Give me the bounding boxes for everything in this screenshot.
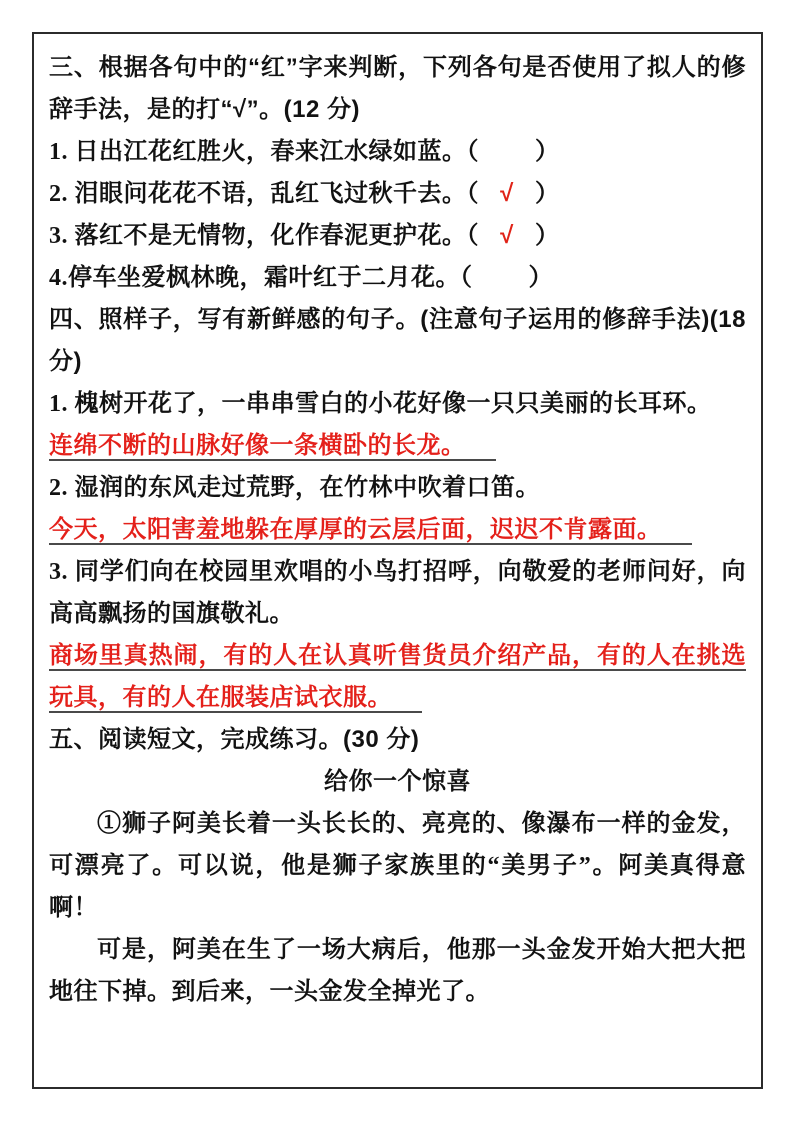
checkmark: √	[500, 180, 514, 207]
section4-answer-3	[49, 635, 746, 719]
section4-prompt-2: 2. 湿润的东风走过荒野，在竹林中吹着口笛。	[49, 475, 540, 501]
section3-heading: 三、根据各句中的“红”字来判断，下列各句是否使用了拟人的修辞手法，是的打“√”。(12 分)	[49, 54, 746, 123]
section4-heading: 四、照样子，写有新鲜感的句子。(注意句子运用的修辞手法)(18 分)	[49, 306, 746, 375]
question-text: 2. 泪眼问花花不语，乱红飞过秋千去。	[49, 181, 467, 207]
handwritten-answer: 今天，太阳害羞地躲在厚厚的云层后面，迟迟不肯露面。	[49, 517, 692, 545]
section3-question-2	[49, 173, 746, 215]
passage-title: 给你一个惊喜	[324, 768, 471, 795]
section4-answer-2	[49, 509, 746, 551]
section3-question-3	[49, 215, 746, 257]
section4-prompt-1: 1. 槐树开花了，一串串雪白的小花好像一只只美丽的长耳环。	[49, 391, 712, 417]
passage-paragraph-2: 可是，阿美在生了一场大病后，他那一头金发开始大把大把地往下掉。到后来，一头金发全掉光了。	[49, 937, 746, 1005]
passage-paragraph-1: ①狮子阿美长着一头长长的、亮亮的、像瀑布一样的金发，可漂亮了。可以说，他是狮子家族里的“美男子”。阿美真得意啊！	[49, 811, 746, 921]
section4-prompt-3: 3. 同学们向在校园里欢唱的小鸟打招呼，向敬爱的老师问好，向高高飘扬的国旗敬礼。	[49, 559, 746, 627]
section4-answer-1	[49, 425, 746, 467]
question-text: 3. 落红不是无情物，化作春泥更护花。	[49, 223, 467, 249]
paren-close: ）	[535, 139, 560, 165]
paren-open: （	[466, 223, 479, 249]
question-text: 4.停车坐爱枫林晚，霜叶红于二月花。	[49, 265, 460, 291]
paren-close: ）	[528, 265, 553, 291]
paren-open: （	[466, 181, 479, 207]
section3-question-4	[49, 257, 746, 299]
handwritten-answer: 商场里真热闹，有的人在认真听售货员介绍产品，有的人在挑选玩具，有的人在服装店试衣服。	[49, 643, 746, 711]
paren-close: ）	[535, 181, 560, 207]
handwritten-answer: 连绵不断的山脉好像一条横卧的长龙。	[49, 433, 496, 461]
section5-heading: 五、阅读短文，完成练习。(30 分)	[49, 726, 420, 753]
paren-open: （	[460, 265, 473, 291]
checkmark: √	[500, 222, 514, 249]
section3-question-1	[49, 131, 746, 173]
question-text: 1. 日出江花红胜火，春来江水绿如蓝。	[49, 139, 467, 165]
paren-close: ）	[535, 223, 560, 249]
paren-open: （	[466, 139, 479, 165]
worksheet-border-box	[32, 32, 763, 1089]
